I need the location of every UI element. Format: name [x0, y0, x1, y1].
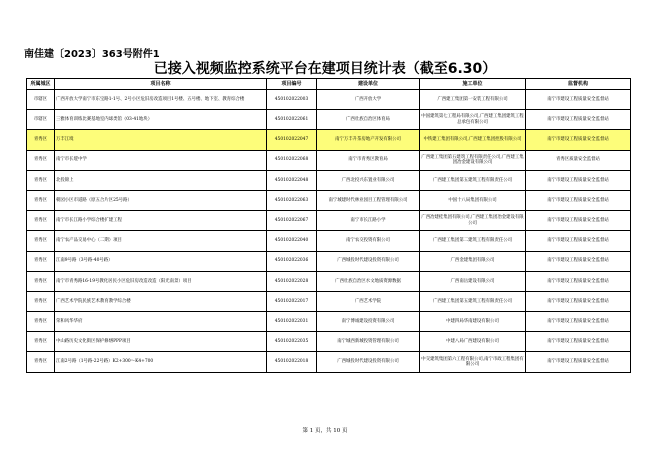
project-name-cell: 江南9号路（3号路-40号路）: [55, 251, 267, 271]
district-cell: 市辖区: [27, 110, 55, 130]
table-row: [27, 190, 631, 210]
document-title: 已接入视频监控系统平台在建项目统计表（截至6.30）: [153, 61, 497, 77]
project-name-cell: 中山路历史文化街区保护修缮PPP项目: [55, 332, 267, 352]
table-row: [27, 170, 631, 190]
builder-cell: 南宁城西新城投资管理有限公司: [317, 332, 420, 352]
builder-cell: 南宁城建时代林业园目工程管理有限公司: [317, 190, 420, 210]
contractor-cell: 广西建工集团第五建筑工程有限责任公司,广西建工集团冶金建设有限公司: [420, 150, 526, 170]
contractor-cell: 广西建工集团第五建筑工程有限责任公司: [420, 291, 526, 311]
project-code-cell: 450102022047: [267, 130, 317, 150]
builder-cell: 广西北投兴东置业有限公司: [317, 170, 420, 190]
contractor-cell: 中国十八局集团有限公司: [420, 190, 526, 210]
builder-cell: 广西开放大学: [317, 90, 420, 110]
district-cell: 青秀区: [27, 271, 55, 291]
project-code-cell: 450102022063: [267, 190, 317, 210]
project-code-cell: 450102022048: [267, 170, 317, 190]
contractor-cell: 广西冶建桂集团有限公司,广西建工集团冶金建设有限公司: [420, 211, 526, 231]
district-cell: 青秀区: [27, 312, 55, 332]
supervisor-cell: 南宁市建设工程质量安全监督站: [526, 231, 631, 251]
supervisor-cell: 南宁市建设工程质量安全监督站: [526, 332, 631, 352]
project-code-cell: 450102022036: [267, 251, 317, 271]
supervisor-cell: 南宁市建设工程质量安全监督站: [526, 170, 631, 190]
contractor-cell: 广西建工集团第一安装工程有限公司: [420, 90, 526, 110]
supervisor-cell: 南宁市建设工程质量安全监督站: [526, 312, 631, 332]
header-supervisor: 监督机构: [526, 79, 631, 90]
district-cell: 青秀区: [27, 251, 55, 271]
project-name-cell: 万丰江境: [55, 130, 267, 150]
project-code-cell: 450102022068: [267, 150, 317, 170]
table-row: [27, 352, 631, 372]
contractor-cell: 中铁建工集团有限公司,广西建工集团控股有限公司: [420, 130, 526, 150]
table-row: [27, 312, 631, 332]
builder-cell: 广西艺术学院: [317, 291, 420, 311]
project-name-cell: 广西开放大学南宁市东宝路1-1号、2号小区危旧房改造项目1号楼、五号楼、地下室、教育综合楼: [55, 90, 267, 110]
table-row: [27, 332, 631, 352]
table-row: [27, 150, 631, 170]
project-code-cell: 450102022031: [267, 312, 317, 332]
project-name-cell: 朝园小区市道路（原五合片区25号路）: [55, 190, 267, 210]
district-cell: 青秀区: [27, 291, 55, 311]
project-code-cell: 450102022061: [267, 110, 317, 130]
document-reference: 南佳建〔2023〕363号附件1: [24, 49, 160, 60]
project-name-cell: 三雅体育训练比赛基地室内球类馆（03-41地块）: [55, 110, 267, 130]
header-district: 所属城区: [27, 79, 55, 90]
contractor-cell: 中建四局华南建设有限公司: [420, 312, 526, 332]
builder-cell: 南宁博诚建设投资有限公司: [317, 312, 420, 332]
page-footer: 第 1 页，共 10 页: [302, 428, 348, 434]
header-project-name: 项目名称: [55, 79, 267, 90]
supervisor-cell: 南宁市建设工程质量安全监督站: [526, 352, 631, 372]
contractor-cell: 广西建工集团第五建筑工程有限责任公司: [420, 170, 526, 190]
supervisor-cell: 青秀区质量安全监督站: [526, 150, 631, 170]
district-cell: 青秀区: [27, 150, 55, 170]
builder-cell: 广西城投时代建设投资有限公司: [317, 352, 420, 372]
district-cell: 青秀区: [27, 332, 55, 352]
contractor-cell: 广西建工集团第二建筑工程有限责任公司: [420, 231, 526, 251]
builder-cell: 广西壮族自治区水文地质资源数据: [317, 271, 420, 291]
supervisor-cell: 南宁市建设工程质量安全监督站: [526, 110, 631, 130]
project-code-cell: 450102022003: [267, 90, 317, 110]
supervisor-cell: 南宁市建设工程质量安全监督站: [526, 271, 631, 291]
header-builder: 建设单位: [317, 79, 420, 90]
district-cell: 青秀区: [27, 211, 55, 231]
project-code-cell: 450102022018: [267, 352, 317, 372]
table-row: [27, 130, 631, 150]
project-name-cell: 南宁市青秀路16-19号教化居民小区危旧房改造改造（阳光南景）项目: [55, 271, 267, 291]
project-table: [26, 78, 631, 373]
table-row: [27, 90, 631, 110]
project-code-cell: 450102022040: [267, 231, 317, 251]
table-row: [27, 211, 631, 231]
supervisor-cell: 南宁市建设工程质量安全监督站: [526, 291, 631, 311]
supervisor-cell: 南宁市建设工程质量安全监督站: [526, 130, 631, 150]
contractor-cell: 广西金建集团有限公司: [420, 251, 526, 271]
project-code-cell: 450102022035: [267, 332, 317, 352]
table-row: [27, 291, 631, 311]
project-name-cell: 北投锦上: [55, 170, 267, 190]
project-name-cell: 江南2号路（1号路-22号路）K2+300～K4+700: [55, 352, 267, 372]
contractor-cell: 中建八局广西建设有限公司: [420, 332, 526, 352]
builder-cell: 广西壮族自治区体育局: [317, 110, 420, 130]
builder-cell: 南宁市长江路小学: [317, 211, 420, 231]
project-name-cell: 南宁农产品交易中心（二期）项目: [55, 231, 267, 251]
supervisor-cell: 南宁市建设工程质量安全监督站: [526, 90, 631, 110]
project-name-cell: 南宁市长江路小学综合楼扩建工程: [55, 211, 267, 231]
contractor-cell: 中交建筑集团第六工程有限公司,南宁市政工程集团有限公司: [420, 352, 526, 372]
district-cell: 青秀区: [27, 190, 55, 210]
table-row: [27, 251, 631, 271]
builder-cell: 广西城投时代建设投资有限公司: [317, 251, 420, 271]
supervisor-cell: 南宁市建设工程质量安全监督站: [526, 190, 631, 210]
district-cell: 青秀区: [27, 170, 55, 190]
header-project-code: 项目编号: [267, 79, 317, 90]
project-name-cell: 南宁市长堽中学: [55, 150, 267, 170]
district-cell: 青秀区: [27, 352, 55, 372]
project-name-cell: 广西艺术学院民族艺术教育教学综合楼: [55, 291, 267, 311]
contractor-cell: 广西南岳建设有限公司: [420, 271, 526, 291]
builder-cell: 南宁市青秀区教育局: [317, 150, 420, 170]
table-row: [27, 231, 631, 251]
project-code-cell: 450102022028: [267, 271, 317, 291]
project-name-cell: 荣和风华华府: [55, 312, 267, 332]
district-cell: 市辖区: [27, 90, 55, 110]
contractor-cell: 中国建筑第七工程局有限公司,广西建工集团建筑工程总承包有限公司: [420, 110, 526, 130]
supervisor-cell: 南宁市建设工程质量安全监督站: [526, 211, 631, 231]
table-row: [27, 110, 631, 130]
builder-cell: 南宁万丰升茶房地产开发有限公司: [317, 130, 420, 150]
header-contractor: 施工单位: [420, 79, 526, 90]
builder-cell: 南宁农交投资有限公司: [317, 231, 420, 251]
table-row: [27, 271, 631, 291]
project-code-cell: 450102022017: [267, 291, 317, 311]
table-header-row: [27, 79, 631, 90]
district-cell: 青秀区: [27, 231, 55, 251]
district-cell: 青秀区: [27, 130, 55, 150]
project-code-cell: 450102022067: [267, 211, 317, 231]
supervisor-cell: 南宁市建设工程质量安全监督站: [526, 251, 631, 271]
